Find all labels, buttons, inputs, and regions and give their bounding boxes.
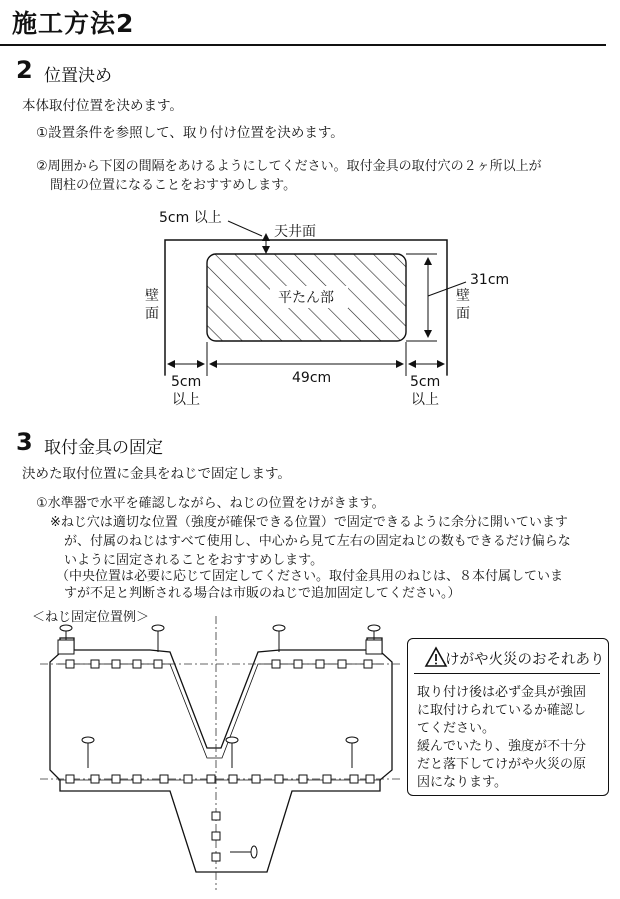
note-line-1: ※ねじ穴は適切な位置（強度が確保できる位置）で固定できるように余分に開いています	[50, 515, 568, 530]
screw-example-label: ＜ねじ固定位置例＞	[32, 610, 150, 625]
wall-left-char-2: 面	[145, 306, 159, 322]
warning-divider	[414, 673, 600, 674]
screw-holes	[66, 660, 374, 861]
wall-left-char-1: 壁	[145, 288, 159, 304]
note-line-5: すが不足と判断される場合は市販のねじで追加固定してください。）	[64, 586, 461, 601]
section-3-intro: 決めた取付位置に金具をねじで固定します。	[22, 466, 291, 482]
bracket-outline	[50, 638, 392, 872]
section-2-step-2-line-1: ②周囲から下図の間隔をあけるようにしてください。取付金具の取付穴の２ヶ所以上が	[36, 159, 542, 174]
warning-line-2: に取付けられているか確認し	[417, 703, 587, 718]
guide-lines	[40, 616, 400, 890]
warning-line-6: 因になります。	[417, 775, 507, 790]
section-3-step-1: ①水準器で水平を確認しながら、ねじの位置をけがきます。	[36, 496, 385, 511]
gap-left-label-1: 5cm	[171, 374, 202, 390]
width-label: 49cm	[292, 370, 332, 386]
section-2-number: 2	[16, 56, 33, 84]
warning-line-1: 取り付け後は必ず金具が強固	[417, 685, 587, 700]
section-2-step-1: ①設置条件を参照して、取り付け位置を決めます。	[36, 125, 344, 141]
page-title: 施工方法2	[12, 9, 135, 38]
bracket-tab-left	[58, 640, 74, 654]
height-label: 31cm	[470, 272, 510, 288]
section-3-heading: 取付金具の固定	[44, 438, 163, 458]
wall-right-char-1: 壁	[456, 288, 470, 304]
bracket-tab-right	[366, 640, 382, 654]
warning-line-4: 緩んでいたり、強度が不十分	[417, 739, 587, 754]
section-2-step-2-line-2: 間柱の位置になることをおすすめします。	[50, 178, 297, 193]
flat-area-label: 平たん部	[278, 290, 334, 306]
gap-right-label-2: 以上	[411, 392, 439, 408]
note-line-2: が、付属のねじはすべて使用し、中心から見て左右の固定ねじの数もできるだけ偏らな	[64, 534, 571, 549]
warning-line-5: だと落下してけがや火災の原	[417, 757, 587, 772]
note-line-4: （中央位置は必要に応じて固定してください。取付金具用のねじは、８本付属していま	[56, 569, 564, 584]
section-3-number: 3	[16, 428, 33, 456]
note-line-3: いように固定されることをおすすめします。	[64, 553, 324, 568]
screw-icons	[60, 625, 380, 858]
ceiling-label: 天井面	[274, 224, 316, 240]
gap-top-label: 5cm 以上	[159, 210, 222, 226]
gap-left-label-2: 以上	[172, 392, 200, 408]
warning-line-3: てください。	[417, 721, 496, 736]
wall-right-char-2: 面	[456, 306, 470, 322]
gap-right-label-1: 5cm	[410, 374, 441, 390]
warning-title: けがや火災のおそれあり	[445, 652, 605, 668]
section-2-heading: 位置決め	[44, 66, 112, 86]
section-2-intro: 本体取付位置を決めます。	[22, 98, 183, 114]
